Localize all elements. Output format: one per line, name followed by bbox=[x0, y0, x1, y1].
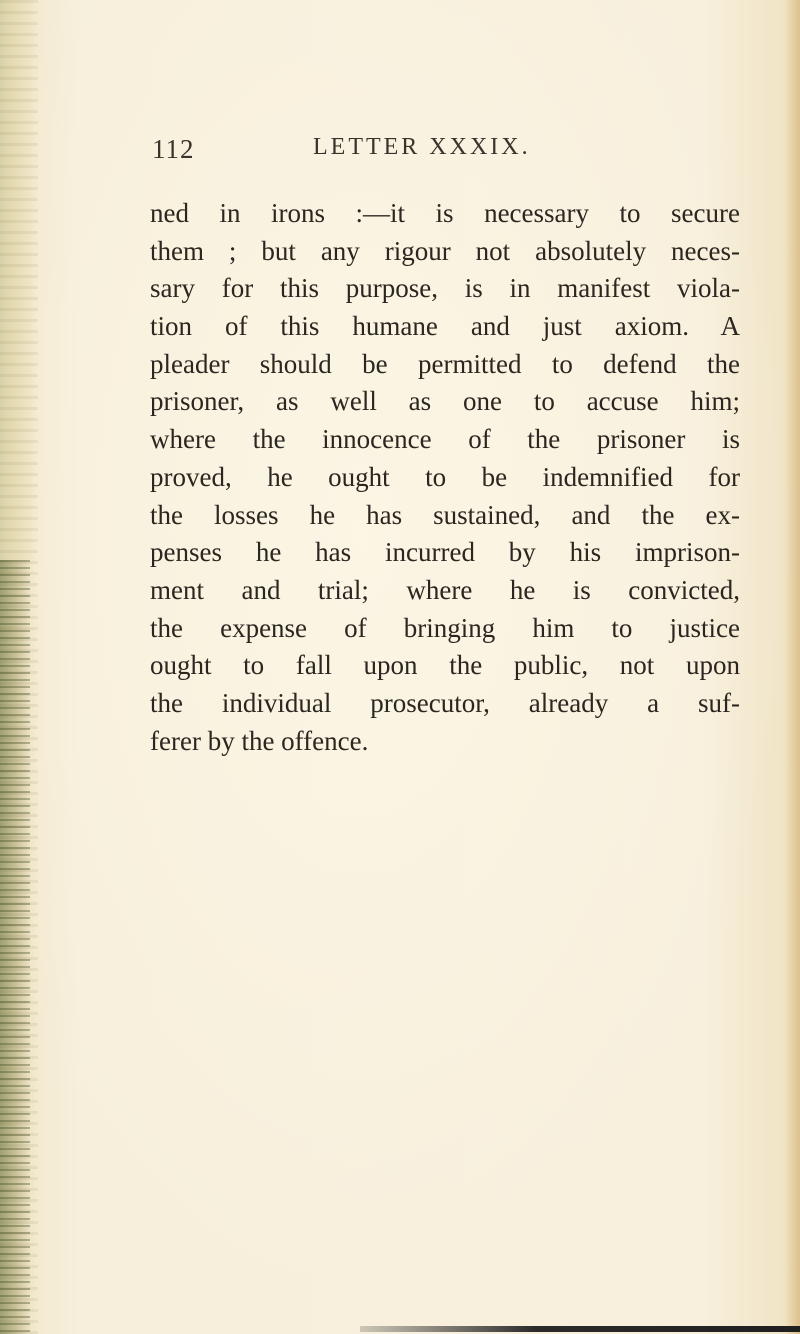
text-line: proved, he ought to be indemnified for bbox=[150, 461, 740, 492]
bottom-edge-rule bbox=[360, 1326, 800, 1332]
text-line: the losses he has sustained, and the ex- bbox=[150, 499, 740, 530]
text-line: ment and trial; where he is convicted, bbox=[150, 574, 740, 605]
text-line: tion of this humane and just axiom. A bbox=[150, 311, 740, 342]
text-line: ned in irons :—it is necessary to secure bbox=[150, 198, 740, 228]
text-line: penses he has incurred by his imprison- bbox=[150, 537, 740, 568]
text-line: where the innocence of the prisoner is bbox=[150, 424, 740, 455]
text-line: them ; but any rigour not absolutely neces- bbox=[150, 235, 740, 266]
page-edge bbox=[786, 0, 800, 1334]
text-line: sary for this purpose, is in manifest viola- bbox=[150, 273, 740, 304]
text-line: the individual prosecutor, already a suf- bbox=[150, 687, 740, 718]
binding-shadow bbox=[0, 560, 30, 1334]
text-line: prisoner, as well as one to accuse him; bbox=[150, 386, 740, 417]
running-head: LETTER XXXIX. bbox=[313, 134, 531, 160]
text-line: ferer by the offence. bbox=[150, 725, 369, 756]
body-text bbox=[150, 195, 740, 760]
text-line: ought to fall upon the public, not upon bbox=[150, 650, 740, 681]
page-number: 112 bbox=[152, 134, 195, 164]
text-line: the expense of bringing him to justice bbox=[150, 612, 740, 643]
page-header bbox=[152, 134, 752, 174]
text-line: pleader should be permitted to defend the bbox=[150, 348, 740, 379]
